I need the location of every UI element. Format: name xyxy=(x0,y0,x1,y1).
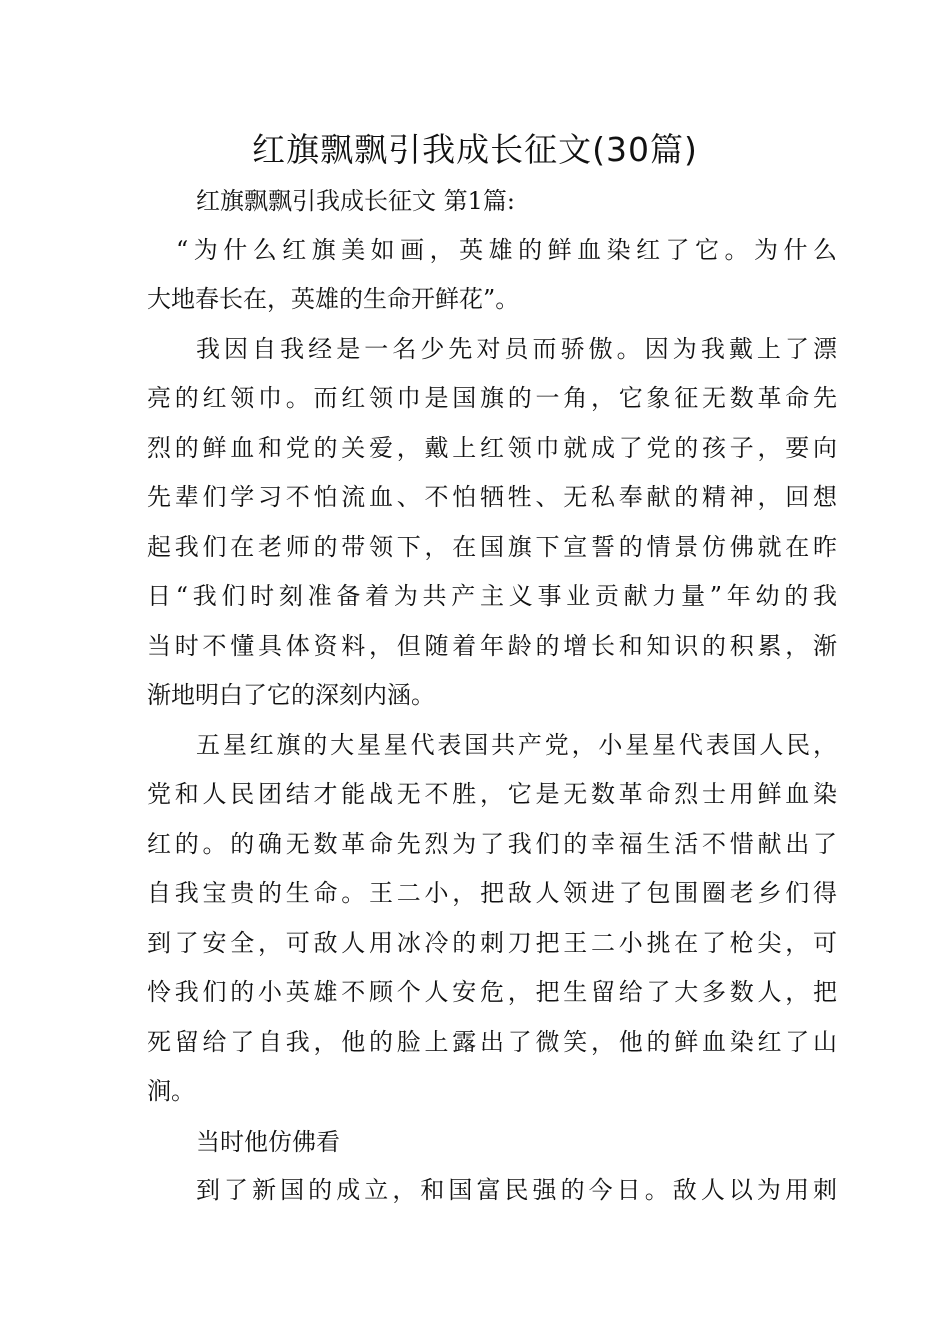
text-line: “为什么红旗美如画，英雄的鲜血染红了它。为什么 xyxy=(176,236,837,264)
text-line: 日“我们时刻准备着为共产主义事业贡献力量”年幼的我 xyxy=(147,582,837,610)
text-line: 党和人民团结才能战无不胜，它是无数革命烈士用鲜血染 xyxy=(147,780,837,808)
text-line: 亮的红领巾。而红领巾是国旗的一角，它象征无数革命先 xyxy=(147,384,837,412)
text-line: 起我们在老师的带领下，在国旗下宣誓的情景仿佛就在昨 xyxy=(147,533,837,561)
text-line: 怜我们的小英雄不顾个人安危，把生留给了大多数人，把 xyxy=(147,978,837,1006)
text-line: 先辈们学习不怕流血、不怕牺牲、无私奉献的精神，回想 xyxy=(147,483,837,511)
text-line: 涧。 xyxy=(147,1077,195,1105)
text-line: 大地春长在，英雄的生命开鲜花”。 xyxy=(147,285,520,313)
text-line: 死留给了自我，他的脸上露出了微笑，他的鲜血染红了山 xyxy=(147,1028,837,1056)
text-line: 到了安全，可敌人用冰冷的刺刀把王二小挑在了枪尖，可 xyxy=(147,929,837,957)
text-line: 红的。的确无数革命先烈为了我们的幸福生活不惜献出了 xyxy=(147,830,837,858)
text-line: 五星红旗的大星星代表国共产党，小星星代表国人民， xyxy=(196,731,837,759)
document-title: 红旗飘飘引我成长征文(30篇) xyxy=(252,130,698,169)
text-line: 当时不懂具体资料，但随着年龄的增长和知识的积累，渐 xyxy=(147,632,837,660)
text-line: 当时他仿佛看 xyxy=(196,1128,340,1156)
text-line: 到了新国的成立，和国富民强的今日。敌人以为用刺 xyxy=(196,1176,837,1204)
text-line: 烈的鲜血和党的关爱，戴上红领巾就成了党的孩子，要向 xyxy=(147,434,837,462)
text-line: 渐地明白了它的深刻内涵。 xyxy=(147,681,435,709)
text-line: 我因自我经是一名少先对员而骄傲。因为我戴上了漂 xyxy=(196,335,837,363)
article-subheading: 红旗飘飘引我成长征文 第1篇: xyxy=(196,187,515,215)
text-line: 自我宝贵的生命。王二小，把敌人领进了包围圈老乡们得 xyxy=(147,879,837,907)
